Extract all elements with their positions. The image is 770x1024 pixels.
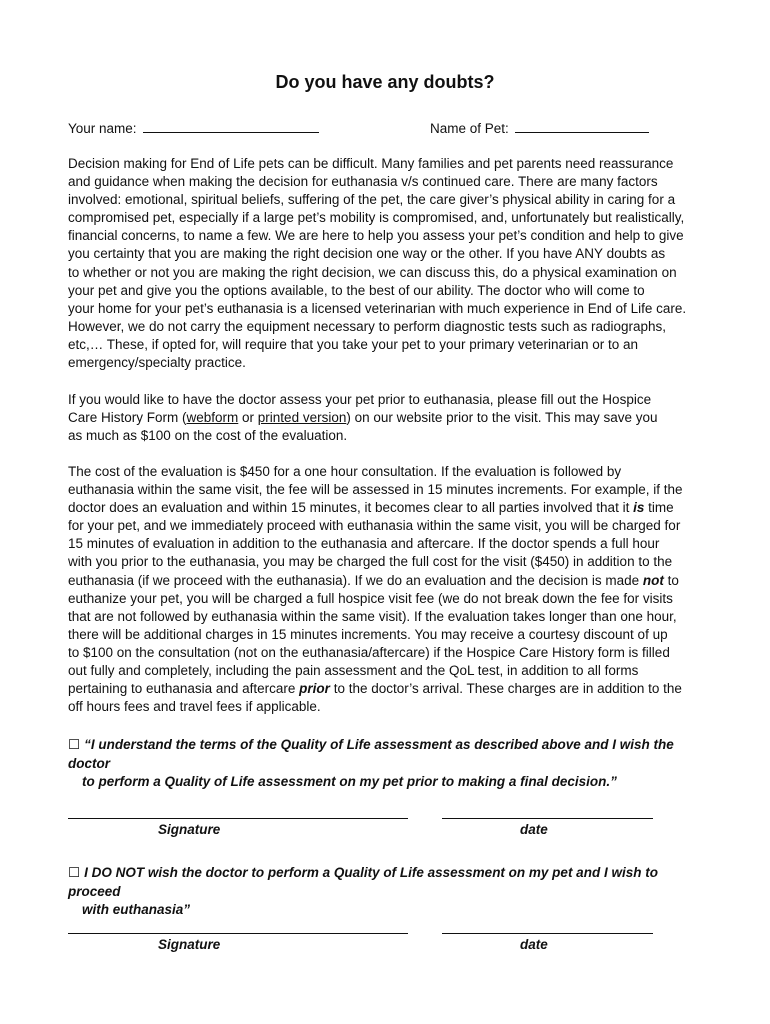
paragraph-line: etc,… These, if opted for, will require that you take your pet to your primary veterinarian or to an [68, 336, 639, 352]
option-decline-checkbox[interactable]: ☐ [68, 865, 81, 880]
text-span: ) on our website prior to the visit. This may save you [346, 410, 658, 426]
emphasis-text: prior [299, 681, 330, 697]
date-label: date [520, 937, 548, 952]
paragraph-line: with you prior to the euthanasia, you may be charged the full cost for the visit ($450) in addition to the [68, 554, 673, 570]
paragraph-line: and guidance when making the decision for euthanasia v/s continued care. There are many factors [68, 174, 658, 190]
option-consent-qol [68, 736, 708, 792]
paragraph-line: to $100 on the consultation (not on the euthanasia/aftercare) if the Hospice Care History form is filled [68, 644, 670, 660]
emphasis-text: not [642, 572, 664, 588]
paragraph-line: financial concerns, to name a few. We are here to help you assess your pet’s condition and help to give [68, 228, 684, 244]
option-consent-text: “I understand the terms of the Quality of Life assessment as described above and I wish the doctor [68, 737, 674, 771]
paragraph-line: your home for your pet’s euthanasia is a licensed veterinarian with much experience in End of Life care. [68, 300, 687, 316]
paragraph-line: there will be additional charges in 15 minutes increments. You may receive a courtesy discount of up [68, 626, 668, 642]
pet-name-field [430, 120, 649, 136]
text-span: time [644, 500, 674, 516]
paragraph-line: your pet and give you the options available, to the best of our ability. The doctor who will come to [68, 282, 645, 298]
paragraph-line: euthanize your pet, you will be charged a full hospice visit fee (we do not break down the fee for visits [68, 590, 673, 606]
signature-label: Signature [158, 937, 221, 952]
paragraph-line: However, we do not carry the equipment necessary to perform diagnostic tests such as radiographs, [68, 318, 667, 334]
option-decline-text: I DO NOT wish the doctor to perform a Quality of Life assessment on my pet and I wish to proceed [68, 865, 658, 899]
text-span: pertaining to euthanasia and aftercare [68, 681, 300, 697]
option-decline-qol [68, 864, 708, 920]
text-span: doctor does an evaluation and within 15 minutes, it becomes clear to all parties involved that it [68, 500, 634, 516]
paragraph-line: euthanasia within the same visit, the fee will be assessed in 15 minutes increments. For example, if the [68, 482, 683, 498]
signature-line-1[interactable] [68, 818, 408, 819]
text-span: to [663, 572, 679, 588]
paragraph-line [68, 499, 708, 517]
pet-name-input-line[interactable] [515, 120, 649, 133]
paragraph-line: for your pet, and we immediately proceed with euthanasia within the same visit, you will be charged for [68, 518, 681, 534]
paragraph-line: out fully and completely, including the pain assessment and the QoL test, in addition to all forms [68, 663, 639, 679]
paragraph-line [68, 572, 708, 590]
text-span: to the doctor’s arrival. These charges are in addition to the [329, 681, 682, 697]
paragraph-line: compromised pet, especially if a large pet’s mobility is compromised, and, unfortunately but realistically, [68, 210, 685, 226]
emphasis-text: is [633, 500, 645, 516]
date-line-1[interactable] [442, 818, 653, 819]
paragraph-line: emergency/specialty practice. [68, 355, 246, 371]
paragraph-line: to whether or not you are making the right decision, we can discuss this, do a physical examination on [68, 264, 677, 280]
option-consent-checkbox[interactable]: ☐ [68, 737, 81, 752]
your-name-input-line[interactable] [143, 120, 319, 133]
text-span: euthanasia (if we proceed with the euthanasia). If we do an evaluation and the decision is made [68, 572, 643, 588]
paragraph-line [68, 680, 708, 698]
pet-name-label: Name of Pet: [430, 121, 509, 136]
printed-version-link[interactable]: printed version [257, 410, 347, 426]
paragraph-line: that are not followed by euthanasia within the same visit). If the evaluation takes longer than one hour, [68, 608, 677, 624]
intro-paragraph [68, 155, 708, 372]
hospice-form-paragraph [68, 391, 708, 445]
cost-paragraph [68, 463, 708, 716]
your-name-label: Your name: [68, 121, 137, 136]
your-name-field [68, 120, 319, 136]
date-line-2[interactable] [442, 933, 653, 934]
signature-label: Signature [158, 822, 221, 837]
text-span: or [238, 410, 258, 426]
paragraph-line: The cost of the evaluation is $450 for a one hour consultation. If the evaluation is followed by [68, 464, 622, 479]
paragraph-line: Decision making for End of Life pets can be difficult. Many families and pet parents need reassurance [68, 156, 674, 171]
webform-link[interactable]: webform [186, 410, 239, 426]
option-consent-text-cont: to perform a Quality of Life assessment on my pet prior to making a final decision.” [82, 774, 617, 789]
paragraph-line: If you would like to have the doctor assess your pet prior to euthanasia, please fill out the Hospice [68, 392, 652, 407]
paragraph-line: off hours fees and travel fees if applicable. [68, 699, 321, 715]
paragraph-line: involved: emotional, spiritual beliefs, suffering of the pet, the care giver’s physical ability in caring for a [68, 192, 676, 208]
paragraph-line: as much as $100 on the cost of the evaluation. [68, 428, 348, 444]
paragraph-line: you certainty that you are making the right decision one way or the other. If you have ANY doubts as [68, 246, 666, 262]
page-title: Do you have any doubts? [275, 72, 495, 92]
paragraph-line [68, 409, 708, 427]
date-label: date [520, 822, 548, 837]
signature-line-2[interactable] [68, 933, 408, 934]
text-span: Care History Form ( [68, 410, 187, 426]
option-decline-text-cont: with euthanasia” [82, 902, 191, 917]
paragraph-line: 15 minutes of evaluation in addition to the euthanasia and aftercare. If the doctor spends a full hour [68, 536, 660, 552]
